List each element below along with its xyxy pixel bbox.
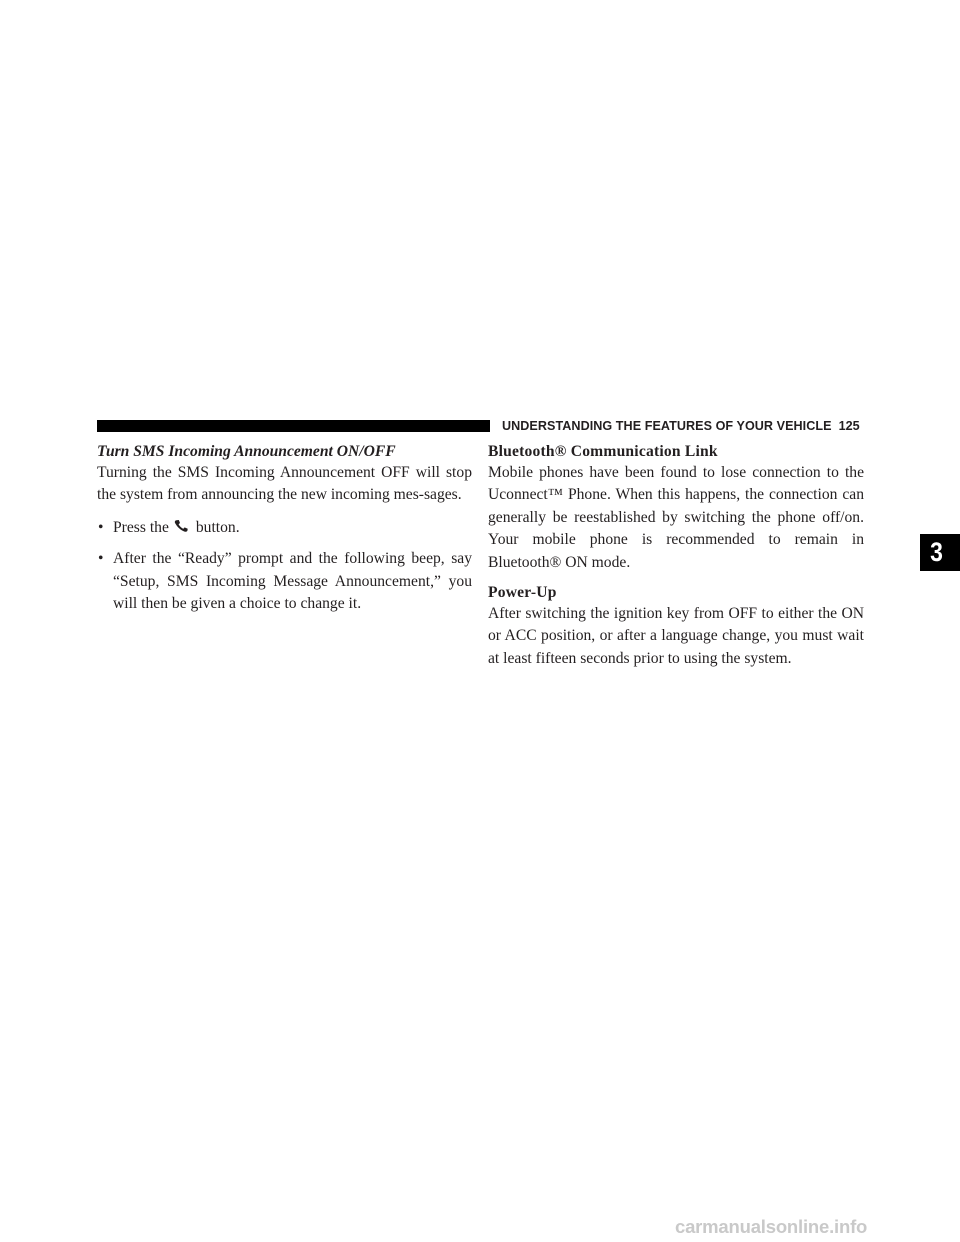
left-column (97, 442, 472, 624)
section-heading-power-up: Power-Up (488, 584, 557, 602)
header-title: UNDERSTANDING THE FEATURES OF YOUR VEHICLE (502, 419, 832, 433)
chapter-number: 3 (930, 537, 944, 567)
page-number: 125 (838, 419, 860, 433)
header-rule (97, 420, 490, 432)
bullet-marker: • (98, 518, 104, 536)
list-item-text: After the “Ready” prompt and the following beep, say “Setup, SMS Incoming Message Announcement,” you will then be given a choice to change it. (113, 550, 472, 613)
bullet-marker: • (98, 550, 104, 568)
phone-icon (173, 519, 191, 533)
list-item (97, 517, 472, 539)
instruction-list (97, 517, 472, 616)
chapter-tab (920, 534, 960, 571)
section-heading-bluetooth: Bluetooth® Communication Link (488, 443, 718, 460)
bluetooth-paragraph: Mobile phones have been found to lose connection to the Uconnect™ Phone. When this happens, the connection can generally be reestablished by switching the phone off/on. Your mobile phone is recommended to remain in Bluetooth® ON mode. (488, 464, 864, 571)
sms-paragraph: Turning the SMS Incoming Announcement OFF will stop the system from announcing the new incoming mes-sages. (97, 464, 472, 504)
list-item-text: Press the (113, 518, 169, 536)
list-item-text: button. (195, 518, 240, 536)
section-heading-sms: Turn SMS Incoming Announcement ON/OFF (97, 443, 396, 460)
watermark: carmanualsonline.info (675, 1216, 868, 1237)
running-header (502, 418, 864, 434)
list-item (97, 548, 472, 615)
power-up-paragraph: After switching the ignition key from OFF to either the ON or ACC position, or after a language change, you must wait at least fifteen seconds prior to using the system. (488, 605, 864, 667)
right-column (488, 442, 864, 670)
